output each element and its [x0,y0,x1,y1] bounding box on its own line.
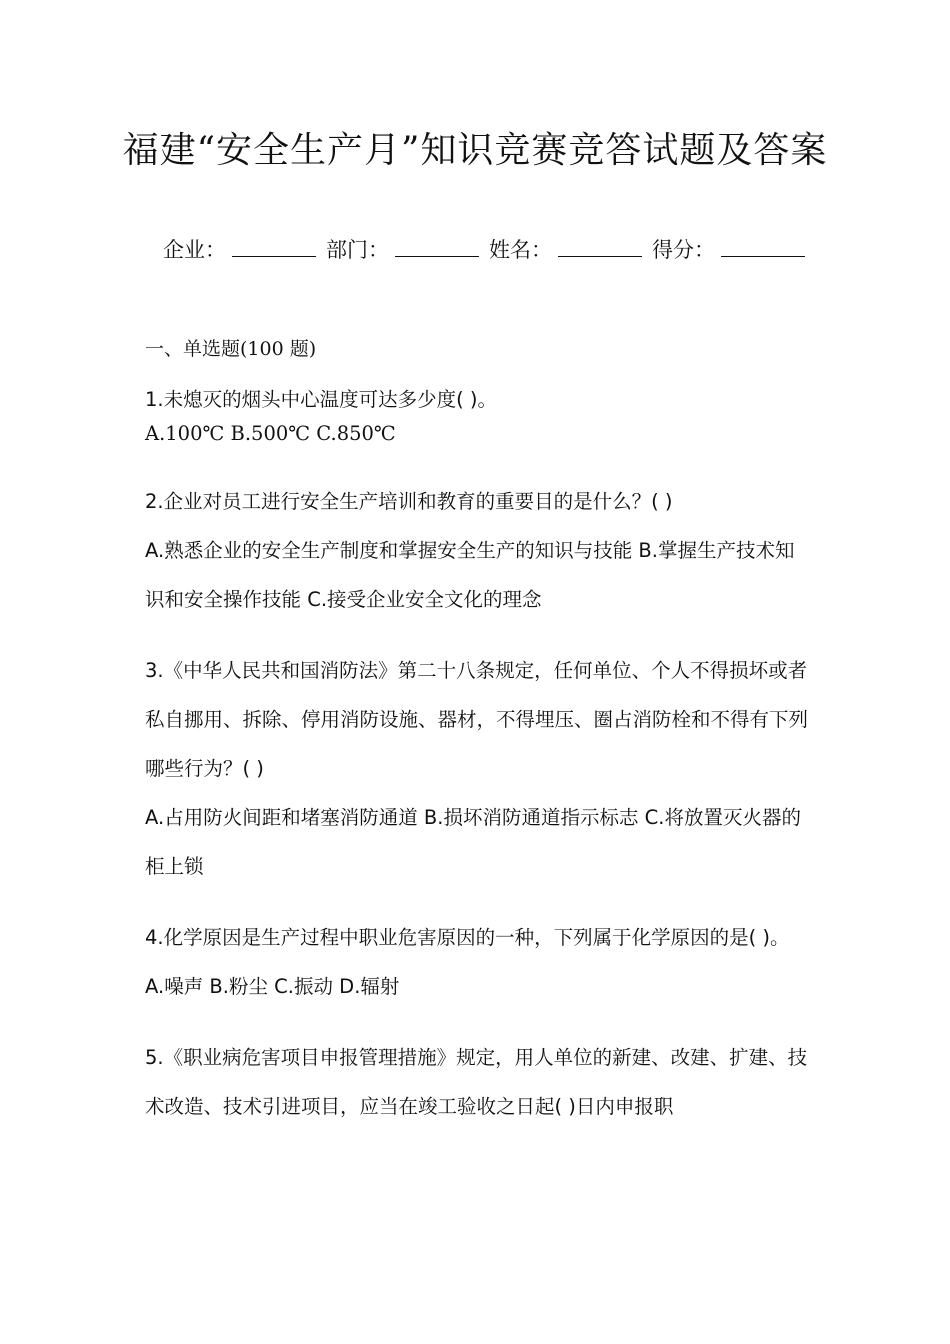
fill-blank[interactable] [558,236,642,257]
info-field-company [163,234,326,266]
info-field-department [326,234,489,266]
info-field-score [652,234,805,266]
question-stem: 1.未熄灭的烟头中心温度可达多少度( )。 [145,388,498,411]
info-label: 得分： [652,238,715,262]
section-title: 一、单选题(100 题) [145,338,317,360]
question-options: A.100℃ B.500℃ C.850℃ [145,422,396,445]
info-fields [163,234,803,266]
question-stem: 2.企业对员工进行安全生产培训和教育的重要目的是什么？( ) [145,490,673,513]
fill-blank[interactable] [395,236,479,257]
question-item [145,646,810,891]
fill-blank[interactable] [721,236,805,257]
question-options: A.熟悉企业的安全生产制度和掌握安全生产的知识与技能 B.掌握生产技术知识和安全操作技能 C.接受企业安全文化的理念 [145,539,795,611]
question-options: A.噪声 B.粉尘 C.振动 D.辐射 [145,975,400,998]
question-stem: 5.《职业病危害项目申报管理措施》规定，用人单位的新建、改建、扩建、技术改造、技术引进项目，应当在竣工验收之日起( )日内申报职 [145,1046,808,1118]
info-label: 部门： [326,238,389,262]
question-list [145,383,810,1131]
question-item [145,1033,810,1131]
fill-blank[interactable] [232,236,316,257]
info-label: 姓名： [489,238,552,262]
question-stem: 3.《中华人民共和国消防法》第二十八条规定，任何单位、个人不得损坏或者私自挪用、拆除、停用消防设施、器材，不得埋压、圈占消防栓和不得有下列哪些行为？( ) [145,659,809,780]
document-title: 福建“安全生产月”知识竞赛竞答试题及答案 [122,130,828,171]
question-stem: 4.化学原因是生产过程中职业危害原因的一种，下列属于化学原因的是( )。 [145,926,790,949]
info-label: 企业： [163,238,226,262]
question-item [145,477,810,624]
info-field-name [489,234,652,266]
question-item [145,913,810,1011]
question-item [145,383,810,451]
question-options: A.占用防火间距和堵塞消防通道 B.损坏消防通道指示标志 C.将放置灭火器的柜上锁 [145,806,801,878]
